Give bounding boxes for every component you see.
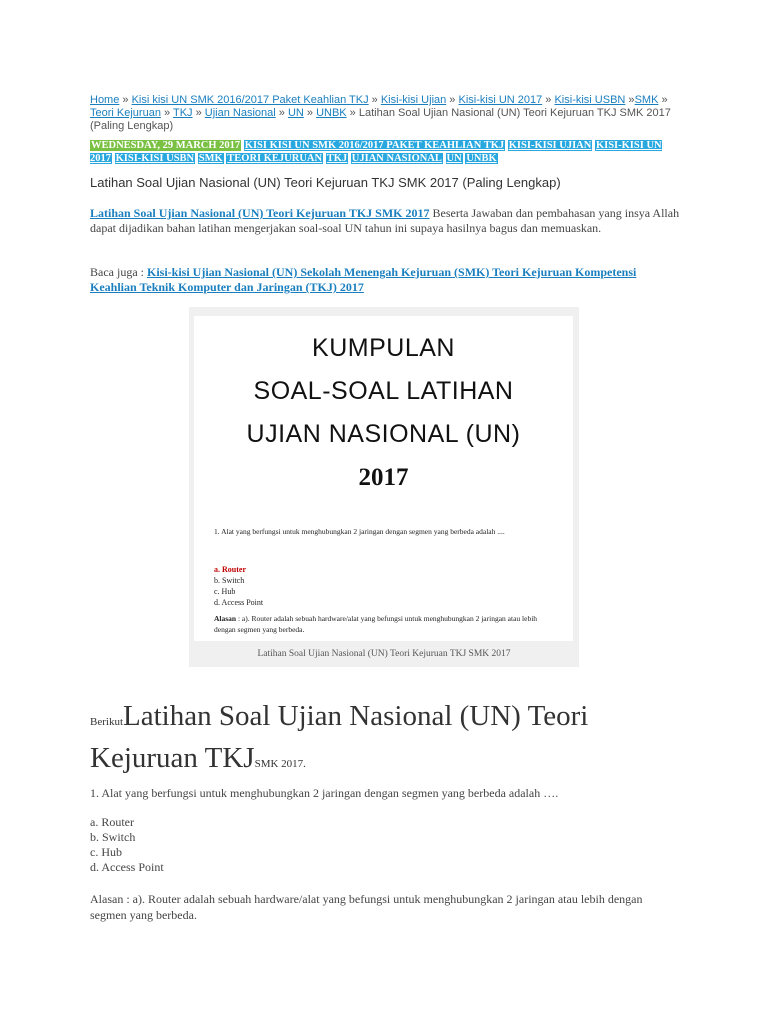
post-tag[interactable]: UJIAN NASIONAL — [351, 152, 442, 164]
post-tag[interactable]: TEORI KEJURUAN — [227, 152, 323, 164]
breadcrumb-home-link[interactable]: Home — [90, 94, 120, 106]
cover-option: a. Router — [214, 565, 246, 574]
intro-text: Beserta Jawaban dan pembahasan yang insya Allah dapat dijadikan bahan latihan mengerjakan soal-soal UN tahun ini supaya hasilnya bagus dan memuaskan. — [90, 206, 680, 235]
cover-option: d. Access Point — [214, 598, 264, 607]
breadcrumb-separator: » — [119, 94, 132, 106]
post-tag[interactable]: KISI KISI UN SMK 2016/2017 PAKET KEAHLIAN TKJ — [244, 140, 505, 151]
figure-caption: Latihan Soal Ujian Nasional (UN) Teori Kejuruan TKJ SMK 2017 — [257, 649, 511, 659]
post-date: WEDNESDAY, 29 MARCH 2017 — [91, 140, 241, 151]
intro-link[interactable]: Latihan Soal Ujian Nasional (UN) Teori Kejuruan TKJ SMK 2017 — [90, 206, 430, 220]
cover-option: c. Hub — [214, 587, 236, 596]
breadcrumb-link[interactable]: Ujian Nasional — [204, 107, 276, 119]
breadcrumb-separator: » — [275, 107, 288, 119]
post-tag[interactable]: UN — [446, 152, 462, 164]
breadcrumb — [90, 94, 690, 133]
lead-large-text: Latihan Soal Ujian Nasional (UN) Teori Kejuruan TKJ — [90, 700, 589, 774]
breadcrumb-link[interactable]: UNBK — [316, 107, 347, 119]
post-tag[interactable]: KISI-KISI UJIAN — [508, 140, 592, 151]
cover-option: b. Switch — [214, 576, 245, 585]
post-tag[interactable]: KISI-KISI USBN — [115, 152, 195, 164]
lead-tail-text: SMK 2017 — [254, 758, 304, 770]
cover-heading-line: KUMPULAN — [312, 334, 455, 362]
breadcrumb-link[interactable]: Kisi-kisi USBN — [554, 94, 626, 106]
post-tag[interactable]: TKJ — [326, 152, 348, 164]
breadcrumb-separator: » — [542, 94, 555, 106]
cover-year: 2017 — [358, 464, 409, 491]
breadcrumb-separator: » — [303, 107, 317, 119]
read-also-label: Baca juga : — [90, 265, 147, 279]
post-tag[interactable]: UNBK — [466, 152, 497, 164]
read-also-link[interactable]: Kisi-kisi Ujian Nasional (UN) Sekolah Menengah Kejuruan (SMK) Teori Kejuruan Kompetensi Keahlian Teknik Komputer dan Jaringan (TKJ) 2017 — [90, 265, 637, 294]
read-also-paragraph — [90, 265, 680, 295]
breadcrumb-link[interactable]: Teori Kejuruan — [90, 107, 161, 119]
post-tag[interactable]: KISI-KISI UN 2017 — [90, 140, 662, 164]
cover-question: 1. Alat yang berfungsi untuk menghubungkan 2 jaringan dengan segmen yang berbeda adalah .... — [214, 527, 505, 536]
breadcrumb-link[interactable]: UN — [287, 107, 304, 119]
breadcrumb-separator: » — [346, 107, 359, 119]
cover-heading-line: SOAL-SOAL LATIHAN — [253, 377, 514, 405]
post-meta — [90, 140, 680, 165]
breadcrumb-link[interactable]: Kisi kisi UN SMK 2016/2017 Paket Keahlian TKJ — [131, 94, 369, 106]
post-figure — [189, 307, 579, 667]
breadcrumb-separator: » — [368, 94, 381, 106]
cover-reason — [214, 613, 559, 635]
answer-option: d. Access Point — [90, 860, 164, 874]
answer-reason: Alasan : a). Router adalah sebuah hardware/alat yang befungsi untuk menghubungkan 2 jaringan atau lebih dengan segmen yang berbeda. — [90, 892, 643, 922]
post-title: Latihan Soal Ujian Nasional (UN) Teori Kejuruan TKJ SMK 2017 (Paling Lengkap) — [90, 175, 561, 190]
breadcrumb-link[interactable]: Kisi-kisi UN 2017 — [458, 94, 543, 106]
breadcrumb-separator: » — [658, 94, 668, 106]
lead-end: . — [303, 758, 306, 770]
answer-option: a. Router — [90, 815, 134, 829]
question-text: 1. Alat yang berfungsi untuk menghubungkan 2 jaringan dengan segmen yang berbeda adalah …. — [90, 786, 559, 800]
breadcrumb-link[interactable]: SMK — [634, 94, 659, 106]
cover-image[interactable] — [194, 316, 573, 641]
content-lead — [90, 698, 690, 782]
cover-reason-label: Alasan — [214, 614, 237, 623]
answer-option: b. Switch — [90, 830, 136, 844]
cover-reason-text: : a). Router adalah sebuah hardware/alat yang befungsi untuk menghubungkan 2 jaringan atau lebih dengan segmen yang berbeda. — [214, 614, 538, 634]
breadcrumb-separator: » — [160, 107, 173, 119]
post-tag[interactable]: SMK — [198, 152, 223, 164]
answer-option: c. Hub — [90, 845, 122, 859]
breadcrumb-separator: » — [625, 94, 635, 106]
cover-heading-line: UJIAN NASIONAL (UN) — [246, 420, 521, 448]
breadcrumb-link[interactable]: TKJ — [172, 107, 193, 119]
breadcrumb-separator: » — [192, 107, 205, 119]
breadcrumb-separator: » — [446, 94, 459, 106]
intro-paragraph — [90, 206, 680, 236]
breadcrumb-current: Latihan Soal Ujian Nasional (UN) Teori Kejuruan TKJ SMK 2017 (Paling Lengkap) — [90, 107, 671, 132]
answer-options — [90, 815, 164, 875]
breadcrumb-link[interactable]: Kisi-kisi Ujian — [380, 94, 447, 106]
lead-small-text: Berikut — [90, 716, 123, 728]
cover-options — [214, 564, 263, 608]
